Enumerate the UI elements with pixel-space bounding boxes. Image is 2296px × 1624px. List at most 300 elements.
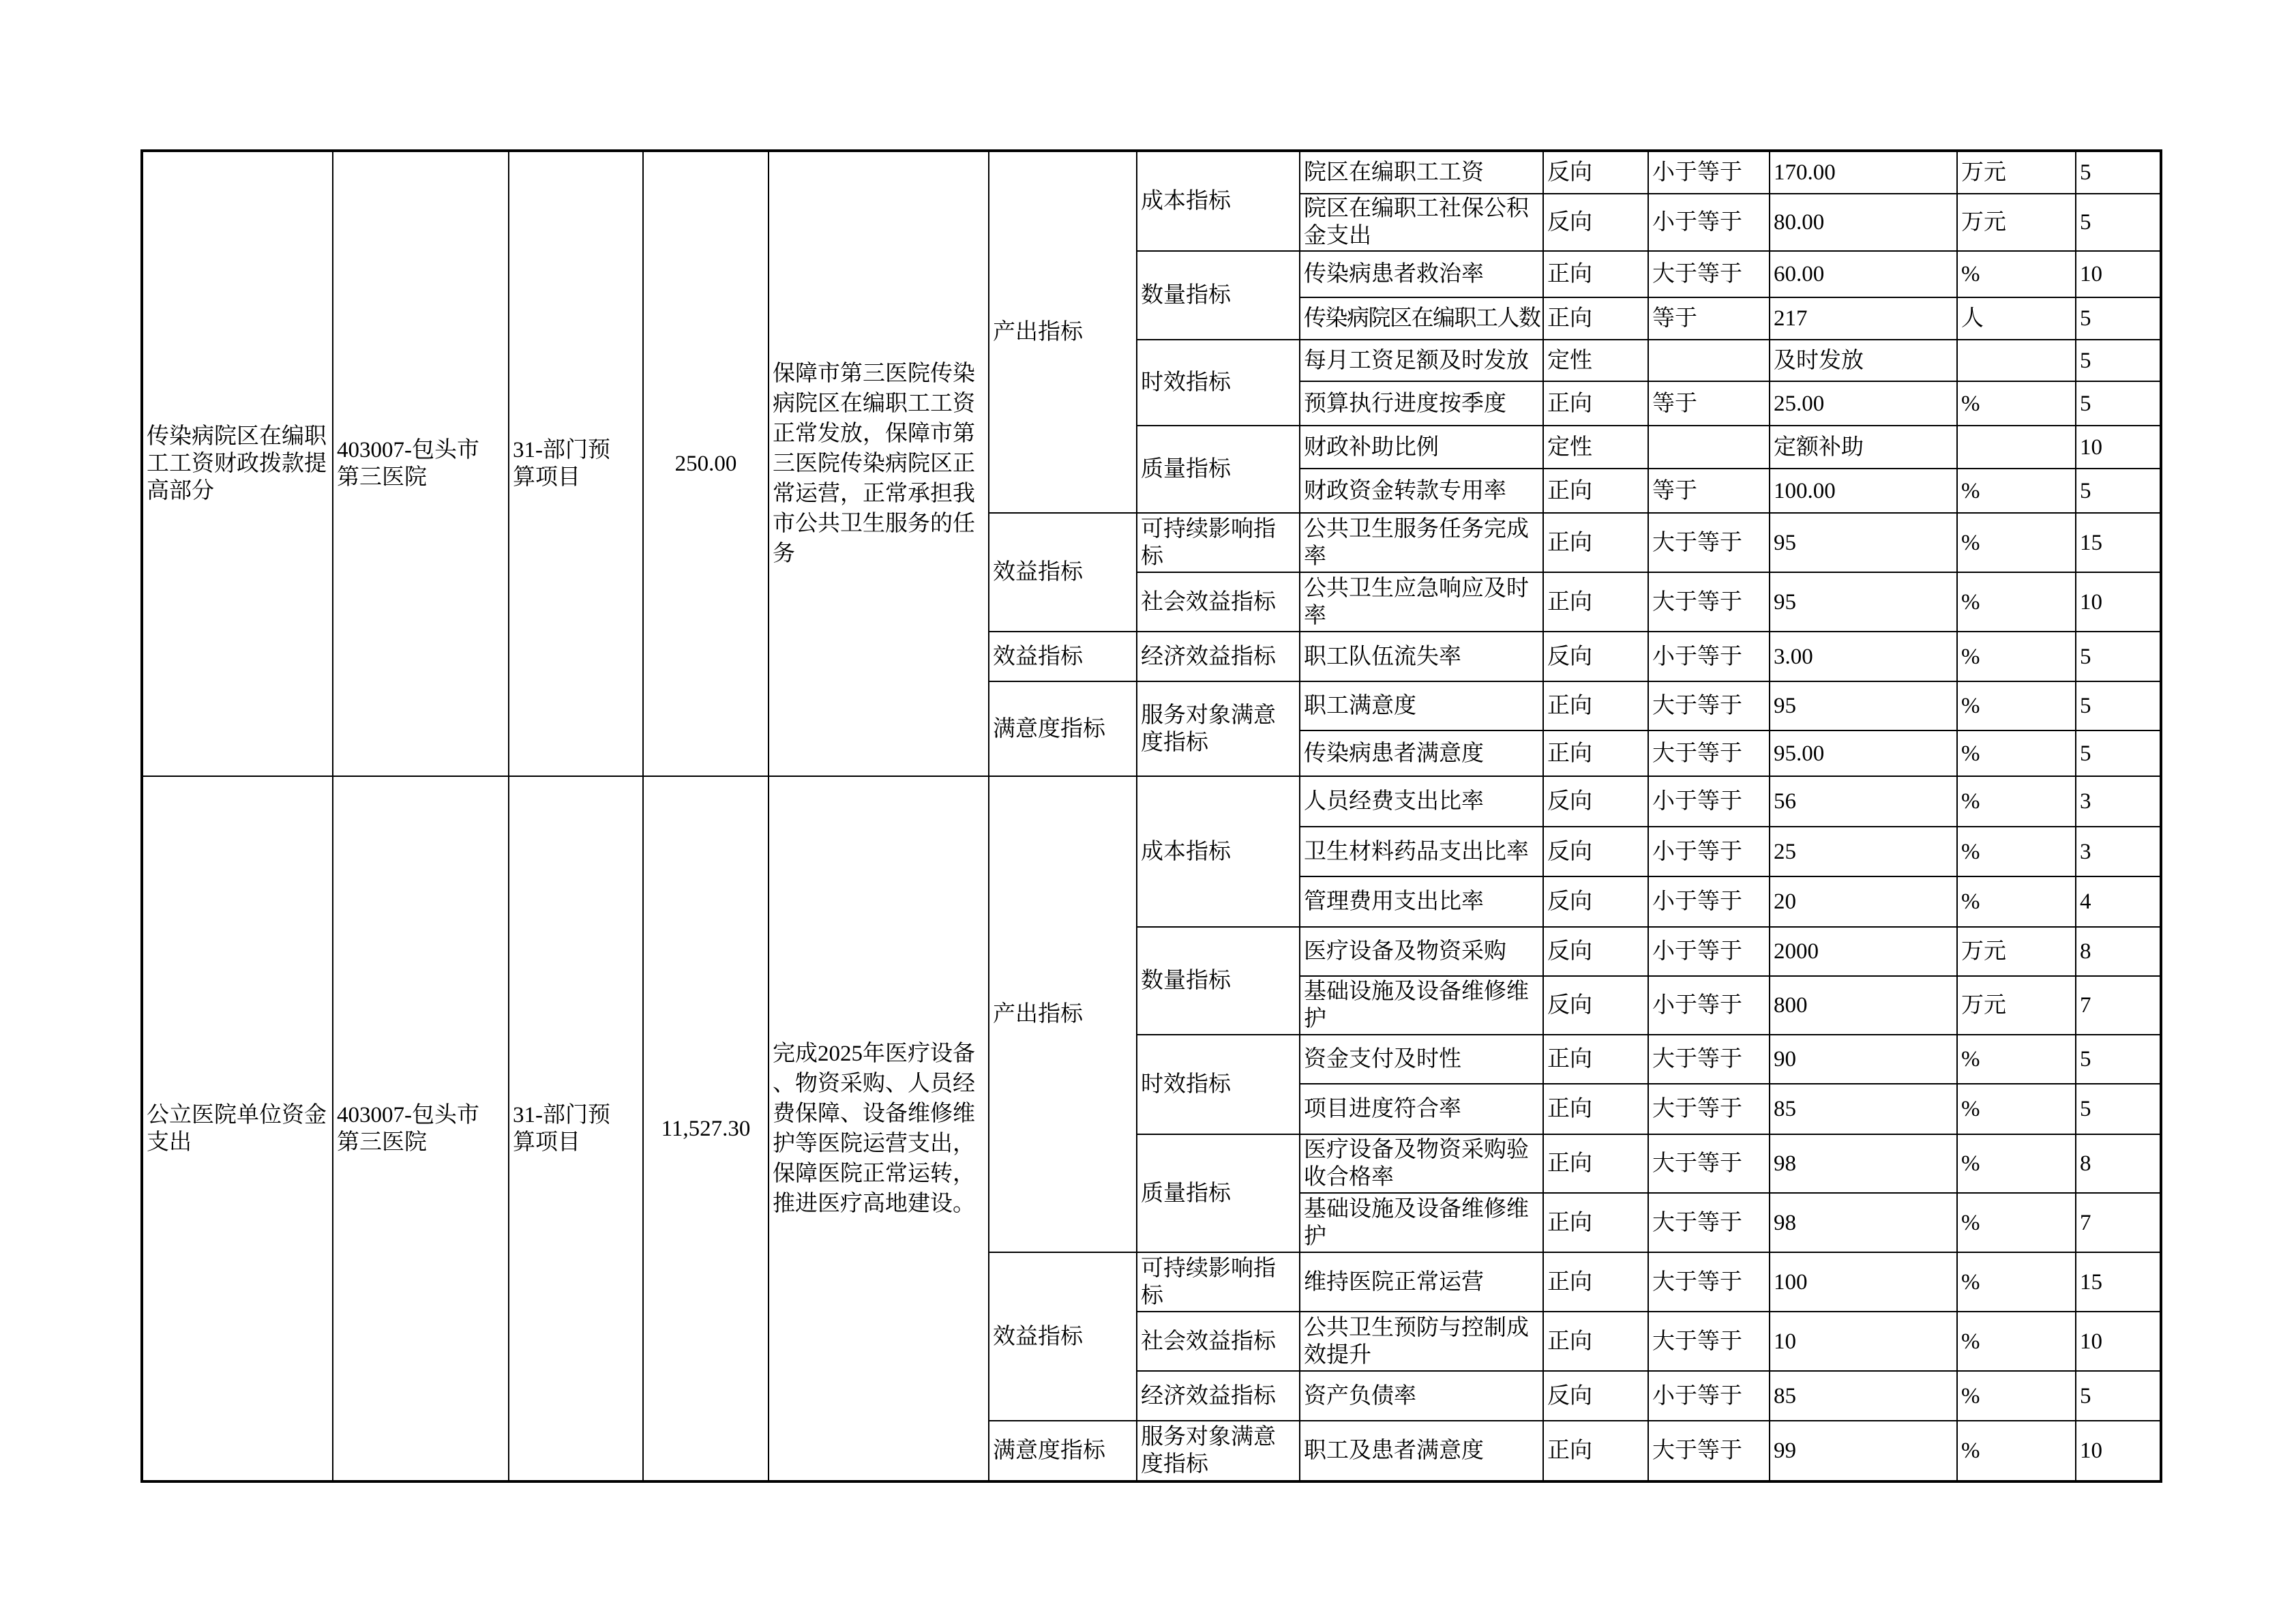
indicator-name: 传染病患者救治率 [1304, 262, 1484, 286]
level2-indicator-cell [1137, 1421, 1300, 1481]
indicator-weight-cell [2076, 1084, 2161, 1134]
indicator-weight-cell [2076, 927, 2161, 976]
indicator-direction: 反向 [1547, 210, 1592, 235]
indicator-value: 定额补助 [1774, 434, 1864, 460]
indicator-unit: % [1961, 530, 1980, 555]
indicator-direction-cell [1543, 1252, 1648, 1312]
indicator-weight: 5 [2080, 160, 2091, 185]
indicator-name-cell [1300, 1193, 1543, 1252]
indicator-operator-cell [1648, 381, 1770, 426]
indicator-value-cell [1770, 426, 1957, 469]
indicator-value: 及时发放 [1774, 348, 1864, 373]
project-name-cell [142, 776, 333, 1481]
indicator-weight: 5 [2080, 1383, 2091, 1408]
indicator-unit: % [1961, 1097, 1980, 1121]
indicator-value-cell [1770, 513, 1957, 572]
indicator-name: 资产负债率 [1304, 1383, 1416, 1408]
indicator-weight: 15 [2080, 1269, 2102, 1295]
indicator-value: 95 [1774, 530, 1796, 555]
indicator-weight: 5 [2080, 1097, 2091, 1121]
indicator-value-cell [1770, 927, 1957, 976]
indicator-unit: % [1961, 1329, 1980, 1354]
level2-indicator: 成本指标 [1141, 189, 1231, 213]
indicator-operator: 小于等于 [1652, 1383, 1742, 1408]
indicator-operator-cell [1648, 681, 1770, 730]
indicator-name-cell [1300, 1084, 1543, 1134]
indicator-unit: % [1961, 1047, 1980, 1072]
level1-indicator: 效益指标 [993, 1324, 1083, 1349]
indicator-direction: 正向 [1547, 530, 1592, 555]
level2-indicator-cell [1137, 927, 1300, 1035]
indicator-value: 60.00 [1774, 262, 1825, 286]
level1-indicator-cell [989, 681, 1137, 776]
indicator-unit-cell [1957, 297, 2076, 340]
indicator-name: 公共卫生应急响应及时率 [1304, 576, 1529, 628]
level2-indicator-cell [1137, 776, 1300, 927]
level2-indicator-cell [1137, 1134, 1300, 1252]
indicator-direction-cell [1543, 1312, 1648, 1371]
indicator-weight: 10 [2080, 1329, 2102, 1354]
indicator-name-cell [1300, 513, 1543, 572]
level2-indicator-cell [1137, 340, 1300, 426]
indicator-direction-cell [1543, 151, 1648, 194]
indicator-operator-cell [1648, 776, 1770, 827]
indicator-value-cell [1770, 194, 1957, 251]
indicator-name: 职工及患者满意度 [1304, 1438, 1484, 1463]
indicator-direction: 反向 [1547, 889, 1592, 914]
indicator-name-cell [1300, 1421, 1543, 1481]
indicator-weight-cell [2076, 1035, 2161, 1084]
indicator-weight-cell [2076, 976, 2161, 1035]
indicator-name: 医疗设备及物资采购 [1304, 939, 1506, 964]
indicator-unit: % [1961, 694, 1980, 718]
indicator-value: 95 [1774, 589, 1796, 615]
indicator-operator: 小于等于 [1652, 993, 1742, 1018]
indicator-operator: 大于等于 [1652, 694, 1742, 718]
indicator-value-cell [1770, 976, 1957, 1035]
indicator-operator: 大于等于 [1652, 1097, 1742, 1121]
level1-indicator: 产出指标 [993, 1002, 1083, 1027]
indicator-value: 90 [1774, 1047, 1796, 1072]
indicator-value-cell [1770, 1371, 1957, 1421]
indicator-weight: 8 [2080, 939, 2091, 964]
indicator-weight: 4 [2080, 889, 2091, 914]
indicator-weight: 10 [2080, 589, 2102, 615]
indicator-operator: 大于等于 [1652, 1210, 1742, 1235]
indicator-operator: 大于等于 [1652, 530, 1742, 555]
indicator-unit-cell [1957, 927, 2076, 976]
project-amount: 11,527.30 [661, 1116, 751, 1141]
indicator-name-cell [1300, 340, 1543, 381]
indicator-direction-cell [1543, 426, 1648, 469]
indicator-weight-cell [2076, 632, 2161, 681]
indicator-value: 56 [1774, 789, 1796, 814]
indicator-weight-cell [2076, 572, 2161, 632]
indicator-unit-cell [1957, 426, 2076, 469]
indicator-direction-cell [1543, 1371, 1648, 1421]
indicator-name-cell [1300, 730, 1543, 776]
indicator-unit-cell [1957, 151, 2076, 194]
level1-indicator: 满意度指标 [993, 1438, 1105, 1463]
indicator-operator-cell [1648, 513, 1770, 572]
indicator-direction: 正向 [1547, 1269, 1592, 1295]
indicator-operator-cell [1648, 827, 1770, 876]
indicator-name: 每月工资足额及时发放 [1304, 348, 1529, 373]
indicator-unit: % [1961, 1383, 1980, 1408]
indicator-name-cell [1300, 1134, 1543, 1193]
indicator-direction-cell [1543, 340, 1648, 381]
indicator-name-cell [1300, 469, 1543, 513]
indicator-weight: 5 [2080, 741, 2091, 766]
level2-indicator: 社会效益指标 [1141, 1329, 1276, 1354]
indicator-value: 99 [1774, 1438, 1796, 1463]
indicator-name: 财政补助比例 [1304, 434, 1439, 460]
indicator-value: 2000 [1774, 939, 1819, 964]
indicator-weight: 10 [2080, 262, 2102, 286]
level1-indicator-cell [989, 632, 1137, 681]
level1-indicator-cell [989, 513, 1137, 632]
indicator-name-cell [1300, 632, 1543, 681]
indicator-direction: 反向 [1547, 160, 1592, 185]
indicator-name-cell [1300, 297, 1543, 340]
indicator-weight-cell [2076, 151, 2161, 194]
indicator-value: 100 [1774, 1269, 1808, 1295]
indicator-direction: 反向 [1547, 789, 1592, 814]
indicator-direction: 定性 [1547, 434, 1592, 460]
indicator-direction-cell [1543, 681, 1648, 730]
indicator-value: 25 [1774, 839, 1796, 864]
level2-indicator: 可持续影响指标 [1141, 516, 1276, 569]
indicator-name: 院区在编职工社保公积金支出 [1304, 196, 1529, 248]
indicator-direction-cell [1543, 976, 1648, 1035]
project-goal-cell [769, 151, 989, 776]
indicator-value-cell [1770, 469, 1957, 513]
indicator-weight: 3 [2080, 789, 2091, 814]
indicator-unit: % [1961, 1438, 1980, 1463]
project-name-cell [142, 151, 333, 776]
indicator-unit-cell [1957, 381, 2076, 426]
indicator-direction-cell [1543, 1035, 1648, 1084]
indicator-name-cell [1300, 776, 1543, 827]
indicator-unit-cell [1957, 827, 2076, 876]
level2-indicator: 质量指标 [1141, 457, 1231, 482]
indicator-direction-cell [1543, 572, 1648, 632]
indicator-direction-cell [1543, 876, 1648, 927]
indicator-weight-cell [2076, 1252, 2161, 1312]
project-category: 31-部门预算项目 [513, 438, 610, 490]
indicator-unit: % [1961, 391, 1980, 416]
indicator-direction-cell [1543, 1193, 1648, 1252]
indicator-operator: 大于等于 [1652, 741, 1742, 766]
indicator-unit: 万元 [1961, 939, 2006, 964]
level1-indicator-cell [989, 151, 1137, 513]
indicator-operator-cell [1648, 927, 1770, 976]
project-category-cell [509, 776, 643, 1481]
indicator-unit: % [1961, 741, 1980, 766]
indicator-operator: 大于等于 [1652, 1269, 1742, 1295]
level2-indicator-cell [1137, 513, 1300, 572]
indicator-name-cell [1300, 1312, 1543, 1371]
project-amount-cell [643, 151, 769, 776]
indicator-value-cell [1770, 1193, 1957, 1252]
indicator-unit-cell [1957, 194, 2076, 251]
indicator-unit-cell [1957, 1193, 2076, 1252]
indicator-unit-cell [1957, 730, 2076, 776]
indicator-weight-cell [2076, 381, 2161, 426]
indicator-weight: 5 [2080, 391, 2091, 416]
level1-indicator: 效益指标 [993, 644, 1083, 669]
indicator-value-cell [1770, 1421, 1957, 1481]
indicator-value-cell [1770, 827, 1957, 876]
indicator-unit: % [1961, 1269, 1980, 1295]
level1-indicator-cell [989, 1421, 1137, 1481]
indicator-name-cell [1300, 426, 1543, 469]
indicator-operator: 大于等于 [1652, 589, 1742, 615]
level2-indicator: 可持续影响指标 [1141, 1256, 1276, 1308]
indicator-direction: 正向 [1547, 478, 1592, 503]
level2-indicator: 质量指标 [1141, 1181, 1231, 1206]
indicator-weight: 3 [2080, 839, 2091, 864]
indicator-direction: 反向 [1547, 644, 1592, 669]
indicator-value: 100.00 [1774, 478, 1836, 503]
indicator-weight: 8 [2080, 1151, 2091, 1176]
indicator-unit: % [1961, 789, 1980, 814]
indicator-unit-cell [1957, 681, 2076, 730]
indicator-unit-cell [1957, 1134, 2076, 1193]
indicator-value-cell [1770, 340, 1957, 381]
table-body [142, 151, 2161, 1481]
indicator-name: 公共卫生预防与控制成效提升 [1304, 1315, 1529, 1368]
indicator-direction: 正向 [1547, 1210, 1592, 1235]
indicator-name: 管理费用支出比率 [1304, 889, 1484, 914]
indicator-name: 项目进度符合率 [1304, 1097, 1461, 1121]
indicator-unit: % [1961, 1151, 1980, 1176]
indicator-operator-cell [1648, 194, 1770, 251]
indicator-direction-cell [1543, 1084, 1648, 1134]
indicator-name-cell [1300, 194, 1543, 251]
indicator-operator: 等于 [1652, 306, 1697, 331]
level1-indicator: 效益指标 [993, 560, 1083, 585]
indicator-value: 85 [1774, 1383, 1796, 1408]
indicator-unit-cell [1957, 1035, 2076, 1084]
indicator-unit-cell [1957, 1421, 2076, 1481]
level2-indicator-cell [1137, 426, 1300, 513]
indicator-unit: % [1961, 839, 1980, 864]
indicator-weight: 15 [2080, 530, 2102, 555]
level2-indicator-cell [1137, 1252, 1300, 1312]
indicator-weight-cell [2076, 1312, 2161, 1371]
indicator-unit-cell [1957, 876, 2076, 927]
indicator-value-cell [1770, 876, 1957, 927]
indicator-direction-cell [1543, 513, 1648, 572]
indicator-operator-cell [1648, 469, 1770, 513]
level2-indicator-cell [1137, 1371, 1300, 1421]
indicator-value: 95.00 [1774, 741, 1825, 766]
level1-indicator: 满意度指标 [993, 716, 1105, 741]
level2-indicator-cell [1137, 632, 1300, 681]
indicator-weight: 5 [2080, 348, 2091, 373]
indicator-name: 人员经费支出比率 [1304, 789, 1484, 814]
indicator-value-cell [1770, 632, 1957, 681]
indicator-value-cell [1770, 381, 1957, 426]
level2-indicator: 数量指标 [1141, 969, 1231, 993]
project-category-cell [509, 151, 643, 776]
level2-indicator: 服务对象满意度指标 [1141, 703, 1276, 755]
indicator-unit-cell [1957, 1252, 2076, 1312]
indicator-operator: 大于等于 [1652, 1047, 1742, 1072]
indicator-operator: 大于等于 [1652, 1329, 1742, 1354]
indicator-unit-cell [1957, 469, 2076, 513]
indicator-unit-cell [1957, 1312, 2076, 1371]
indicator-name-cell [1300, 1035, 1543, 1084]
indicator-operator-cell [1648, 1035, 1770, 1084]
level2-indicator-cell [1137, 1035, 1300, 1134]
indicator-weight: 10 [2080, 434, 2102, 460]
indicator-operator: 小于等于 [1652, 889, 1742, 914]
indicator-unit-cell [1957, 513, 2076, 572]
indicator-direction: 正向 [1547, 694, 1592, 718]
level1-indicator-cell [989, 776, 1137, 1252]
indicator-weight-cell [2076, 776, 2161, 827]
indicator-operator: 等于 [1652, 478, 1697, 503]
indicator-operator-cell [1648, 1312, 1770, 1371]
project-name: 公立医院单位资金支出 [147, 1102, 327, 1155]
indicator-name-cell [1300, 976, 1543, 1035]
indicator-name: 医疗设备及物资采购验收合格率 [1304, 1138, 1529, 1190]
indicator-operator-cell [1648, 632, 1770, 681]
indicator-weight: 5 [2080, 694, 2091, 718]
indicator-value: 170.00 [1774, 160, 1836, 185]
indicator-weight-cell [2076, 681, 2161, 730]
table-row [142, 151, 2161, 194]
indicator-direction-cell [1543, 730, 1648, 776]
indicator-name: 公共卫生服务任务完成率 [1304, 516, 1529, 569]
indicator-name: 职工满意度 [1304, 694, 1416, 718]
indicator-operator-cell [1648, 876, 1770, 927]
indicator-value-cell [1770, 776, 1957, 827]
level1-indicator-cell [989, 1252, 1137, 1421]
indicator-unit-cell [1957, 251, 2076, 297]
indicator-operator: 小于等于 [1652, 210, 1742, 235]
indicator-name: 职工队伍流失率 [1304, 644, 1461, 669]
indicator-weight-cell [2076, 297, 2161, 340]
level1-indicator: 产出指标 [993, 320, 1083, 344]
indicator-operator-cell [1648, 251, 1770, 297]
project-goal: 完成2025年医疗设备、物资采购、人员经费保障、设备维修维护等医院运营支出，保障医院正常运转，推进医疗高地建设。 [773, 1041, 975, 1216]
indicator-weight: 5 [2080, 306, 2091, 331]
level2-indicator: 成本指标 [1141, 839, 1231, 864]
implementing-unit-cell [333, 776, 509, 1481]
indicator-value-cell [1770, 297, 1957, 340]
indicator-name-cell [1300, 1252, 1543, 1312]
indicator-weight-cell [2076, 730, 2161, 776]
indicator-value: 217 [1774, 306, 1808, 331]
indicator-unit-cell [1957, 340, 2076, 381]
indicator-value: 80.00 [1774, 210, 1825, 235]
indicator-unit-cell [1957, 632, 2076, 681]
indicator-direction: 正向 [1547, 1047, 1592, 1072]
indicator-value-cell [1770, 151, 1957, 194]
indicator-operator: 等于 [1652, 391, 1697, 416]
indicator-direction: 正向 [1547, 1151, 1592, 1176]
indicator-weight: 5 [2080, 644, 2091, 669]
indicator-weight-cell [2076, 194, 2161, 251]
indicator-name: 财政资金转款专用率 [1304, 478, 1506, 503]
indicator-name-cell [1300, 927, 1543, 976]
indicator-unit: % [1961, 889, 1980, 914]
indicator-name: 维持医院正常运营 [1304, 1269, 1484, 1295]
indicator-name: 传染病患者满意度 [1304, 741, 1484, 766]
level2-indicator: 社会效益指标 [1141, 589, 1276, 615]
indicator-weight-cell [2076, 251, 2161, 297]
performance-indicator-table [140, 149, 2162, 1483]
indicator-unit-cell [1957, 572, 2076, 632]
project-goal: 保障市第三医院传染病院区在编职工工资正常发放，保障市第三医院传染病院区正常运营，正常承担我市公共卫生服务的任务 [773, 361, 975, 566]
level2-indicator: 时效指标 [1141, 1072, 1231, 1097]
indicator-value: 10 [1774, 1329, 1796, 1354]
indicator-weight: 5 [2080, 478, 2091, 503]
indicator-operator: 小于等于 [1652, 939, 1742, 964]
level2-indicator-cell [1137, 1312, 1300, 1371]
indicator-value-cell [1770, 1134, 1957, 1193]
indicator-operator-cell [1648, 1421, 1770, 1481]
level2-indicator-cell [1137, 572, 1300, 632]
indicator-operator-cell [1648, 1134, 1770, 1193]
indicator-value-cell [1770, 1084, 1957, 1134]
indicator-operator: 大于等于 [1652, 1438, 1742, 1463]
indicator-operator-cell [1648, 1084, 1770, 1134]
indicator-direction: 反向 [1547, 839, 1592, 864]
indicator-unit: 万元 [1961, 160, 2006, 185]
indicator-direction: 正向 [1547, 262, 1592, 286]
indicator-name: 卫生材料药品支出比率 [1304, 839, 1529, 864]
indicator-direction-cell [1543, 469, 1648, 513]
indicator-value: 25.00 [1774, 391, 1825, 416]
indicator-direction-cell [1543, 776, 1648, 827]
indicator-operator-cell [1648, 426, 1770, 469]
indicator-value-cell [1770, 1035, 1957, 1084]
indicator-direction: 反向 [1547, 939, 1592, 964]
table-row [142, 776, 2161, 827]
indicator-direction: 正向 [1547, 589, 1592, 615]
indicator-name-cell [1300, 876, 1543, 927]
indicator-weight-cell [2076, 1371, 2161, 1421]
indicator-name-cell [1300, 151, 1543, 194]
indicator-value: 98 [1774, 1210, 1796, 1235]
indicator-unit-cell [1957, 776, 2076, 827]
indicator-direction-cell [1543, 827, 1648, 876]
project-amount-cell [643, 776, 769, 1481]
indicator-operator-cell [1648, 151, 1770, 194]
indicator-unit: % [1961, 262, 1980, 286]
indicator-operator-cell [1648, 572, 1770, 632]
indicator-name-cell [1300, 572, 1543, 632]
indicator-weight-cell [2076, 1134, 2161, 1193]
indicator-unit-cell [1957, 976, 2076, 1035]
indicator-name-cell [1300, 1371, 1543, 1421]
level2-indicator: 经济效益指标 [1141, 644, 1276, 669]
indicator-direction-cell [1543, 632, 1648, 681]
project-goal-cell [769, 776, 989, 1481]
indicator-operator: 大于等于 [1652, 262, 1742, 286]
project-amount: 250.00 [674, 452, 737, 476]
indicator-weight: 5 [2080, 1047, 2091, 1072]
indicator-name: 预算执行进度按季度 [1304, 391, 1506, 416]
indicator-operator-cell [1648, 976, 1770, 1035]
implementing-unit: 403007-包头市第三医院 [337, 1102, 479, 1155]
indicator-value-cell [1770, 681, 1957, 730]
indicator-unit: % [1961, 589, 1980, 615]
